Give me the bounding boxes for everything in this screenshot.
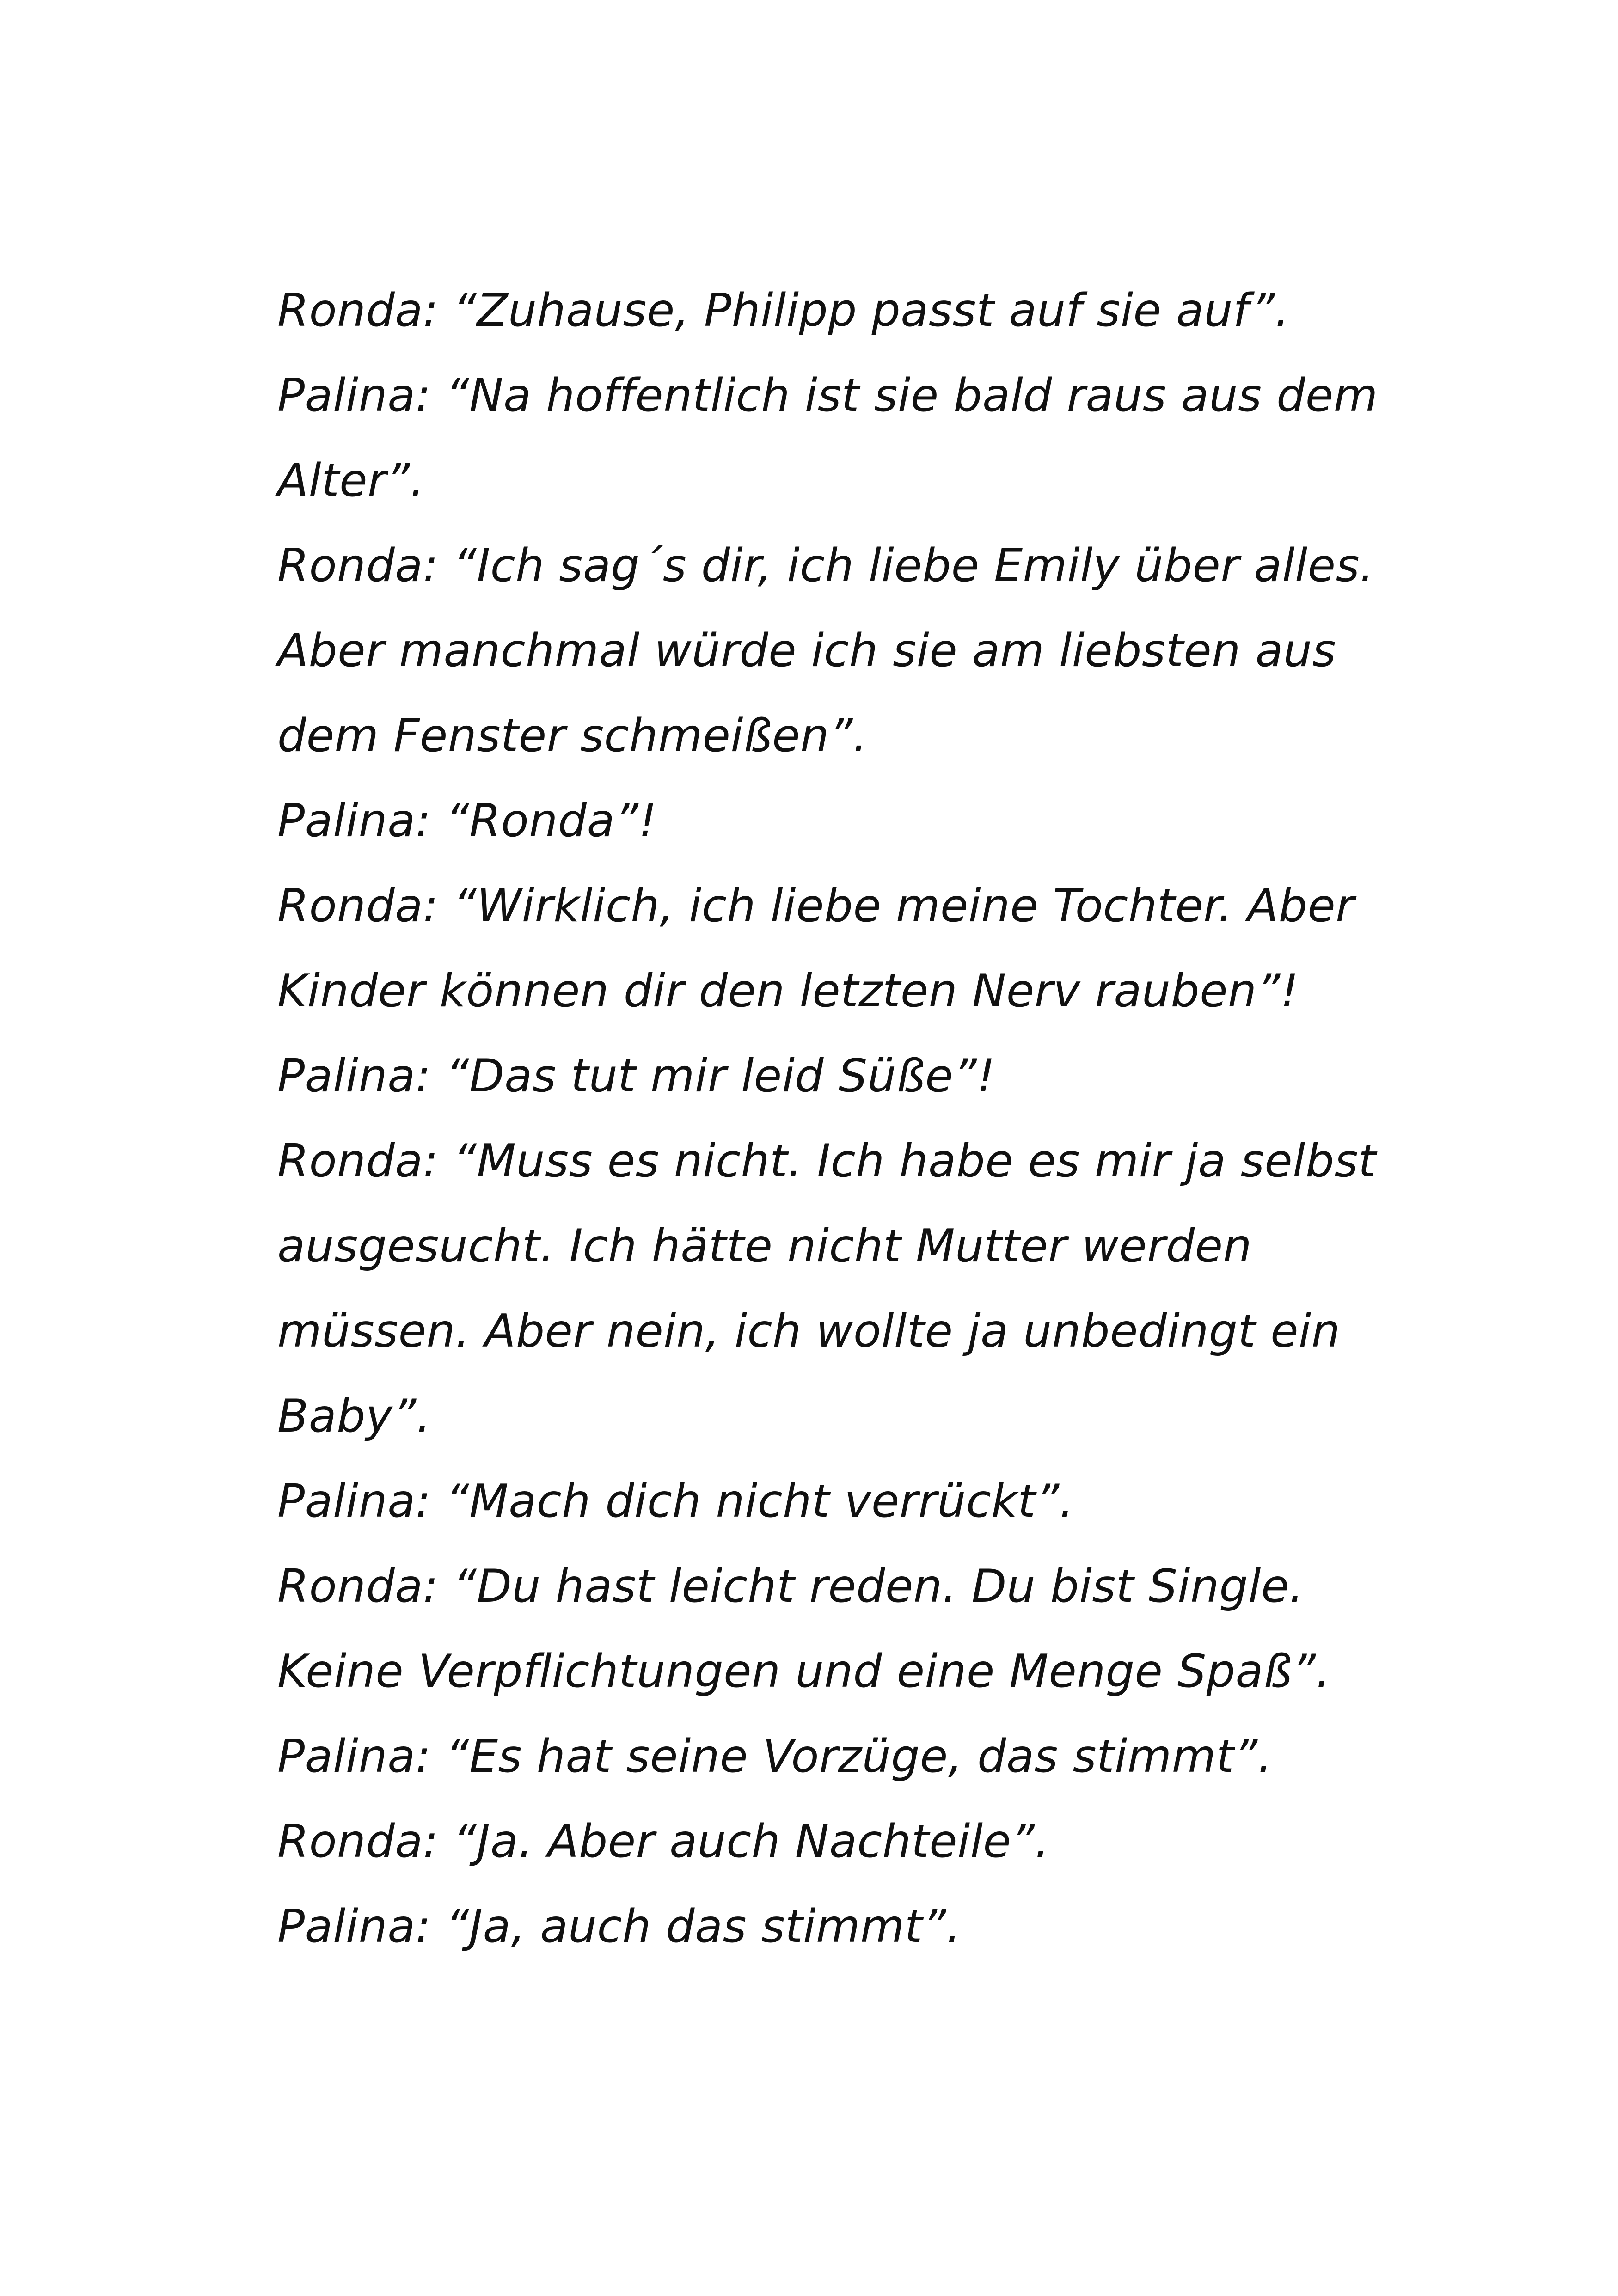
- dialogue-line: Palina: “Es hat seine Vorzüge, das stimmt”.: [277, 1730, 1273, 1783]
- dialogue-line: Ronda: “Ja. Aber auch Nachteile”.: [277, 1815, 1050, 1868]
- dialogue-line: Ronda: “Muss es nicht. Ich habe es mir ja selbst: [277, 1135, 1377, 1188]
- dialogue-line: Kinder können dir den letzten Nerv rauben”!: [277, 965, 1299, 1017]
- dialogue-line: Palina: “Das tut mir leid Süße”!: [277, 1050, 996, 1102]
- dialogue-line: Ronda: “Wirklich, ich liebe meine Tochter. Aber: [277, 880, 1354, 932]
- dialogue-line: dem Fenster schmeißen”.: [277, 710, 868, 762]
- dialogue-line: müssen. Aber nein, ich wollte ja unbedingt ein: [277, 1305, 1341, 1358]
- dialogue-line: ausgesucht. Ich hätte nicht Mutter werden: [277, 1220, 1252, 1273]
- dialogue-line: Ronda: “Ich sag´s dir, ich liebe Emily über alles.: [277, 539, 1374, 592]
- dialogue-line: Palina: “Ronda”!: [277, 795, 657, 847]
- dialogue-line: Alter”.: [277, 454, 425, 507]
- dialogue-line: Aber manchmal würde ich sie am liebsten aus: [277, 625, 1336, 677]
- dialogue-line: Ronda: “Zuhause, Philipp passt auf sie auf”.: [277, 284, 1290, 337]
- dialogue-line: Palina: “Na hoffentlich ist sie bald raus aus dem: [277, 369, 1378, 422]
- dialogue-line: Palina: “Mach dich nicht verrückt”.: [277, 1475, 1074, 1528]
- dialogue-line: Keine Verpflichtungen und eine Menge Spaß”.: [277, 1645, 1331, 1698]
- dialogue-line: Baby”.: [277, 1390, 431, 1443]
- dialogue-line: Palina: “Ja, auch das stimmt”.: [277, 1900, 961, 1953]
- dialogue-text: [277, 268, 1387, 1969]
- dialogue-line: Ronda: “Du hast leicht reden. Du bist Single.: [277, 1560, 1304, 1613]
